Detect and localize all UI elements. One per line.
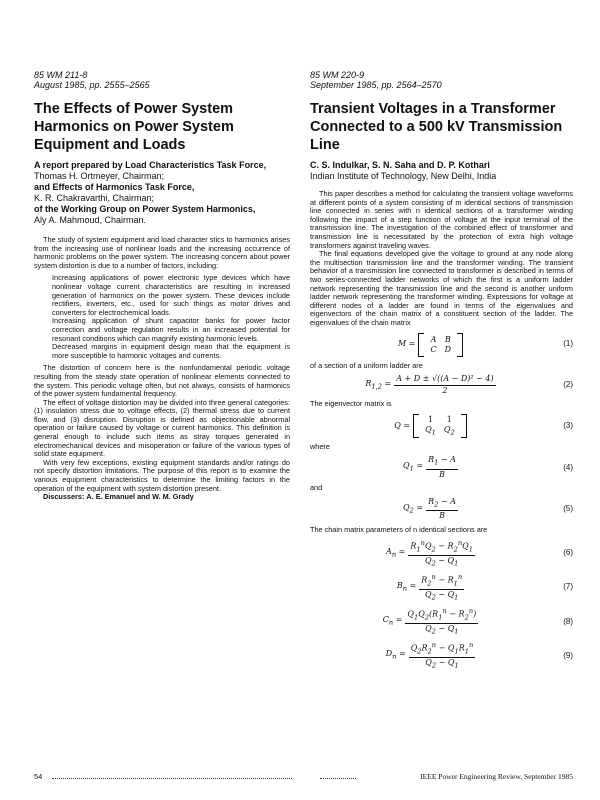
factor-list bbox=[34, 274, 290, 360]
page-number: 54 bbox=[34, 772, 43, 781]
affiliation: Indian Institute of Technology, New Delhi, India bbox=[310, 171, 497, 181]
equation-body: $A_n$ = $\frac{R_1^nQ_2 - R_2^nQ_1}{Q_2 - Q_1}$ bbox=[386, 539, 473, 568]
equation-text: The eigenvector matrix is bbox=[310, 399, 392, 409]
discussers-label: Discussers: bbox=[43, 492, 85, 502]
equation-text: and bbox=[310, 483, 323, 493]
equation-9 bbox=[310, 641, 573, 670]
chair-2: K. R. Chakravarthi, Chairman; bbox=[34, 193, 155, 203]
equation-body: $C_n$ = $\frac{Q_1Q_2(R_1^n - R_2^n)}{Q_2 - Q_1}$ bbox=[382, 607, 477, 636]
list-item: Decreased margins in equipment design mean that the equipment is more susceptible to harmonic voltages and currents. bbox=[52, 342, 290, 360]
equation-body: $R_{1,2}$ = $\frac{\text{A + D ± √((A − D)² − 4)}}{2}$ bbox=[365, 374, 494, 395]
matrix: 1 1 $Q_1$ $Q_2$ bbox=[413, 414, 467, 438]
report-by: A report prepared by Load Characteristics Task Force, bbox=[34, 160, 267, 170]
journal-name: IEEE Power Engineering Review, September 1985 bbox=[420, 772, 573, 781]
paper-id: 85 WM 211-8 bbox=[34, 70, 88, 80]
abstract-body bbox=[34, 236, 290, 502]
paper-id: 85 WM 220-9 bbox=[310, 70, 365, 80]
equation-number: (3) bbox=[563, 420, 573, 430]
authors: C. S. Indulkar, S. N. Saha and D. P. Kothari bbox=[310, 160, 490, 170]
paper-title: The Effects of Power System Harmonics on Power System Equipment and Loads bbox=[34, 101, 234, 153]
list-item: Increasing application of shunt capacitor banks for power factor correction and voltage regulation results in an increased potential for resonant conditions which can magnify existing harmonic levels. bbox=[52, 316, 290, 343]
paragraph: The study of system equipment and load character stics to harmonics arises from the increasing use of nonlinear loads and the increasing occurrence of harmonic problems on the power system. The increasing concern about power system distortion is due to a number of factors, including: bbox=[34, 235, 290, 270]
paragraph: The final equations developed give the voltage to ground at any node along the multisection transmission line and the transformer winding. The transient behavior of a transmission line connected to transformer is described in terms of two series-connected ladder networks of which the first is a uniform ladder network representing the transmission line and the second is another uniform ladder network representing the transformer winding. Expressions for voltage at different nodes of a ladder are found in terms of the eigenvalues and eigenvectors of the chain matrix of a constituent section of the ladder. The eigenvalues of the chain matrix bbox=[310, 249, 573, 327]
equation-body: $Q_2$ = $\frac{R_2 - A}{B}$ bbox=[403, 496, 456, 521]
equation-body: $D_n$ = $\frac{Q_2R_2^n - Q_1R_1^n}{Q_2 - Q_1}$ bbox=[385, 641, 474, 670]
equation-1 bbox=[310, 333, 573, 357]
equation-text: of a section of a uniform ladder are bbox=[310, 360, 423, 370]
equation-3 bbox=[310, 414, 573, 438]
list-item: Increasing applications of power electronic type devices which have nonlinear voltage current characteristics are resulting in increased generation of harmonics on the power system. These devices include rectifiers, inverters, etc., used for such things as motor drives and converters for electrochemical loads. bbox=[52, 273, 290, 317]
equation-number: (5) bbox=[563, 503, 573, 513]
equation-body: $B_n$ = $\frac{R_2^n - R_1^n}{Q_2 - Q_1}$ bbox=[396, 573, 463, 602]
paragraph: This paper describes a method for calculating the transient voltage waveforms at different points of a system consisting of m identical sections of transmission line connected in series with n identical sections of a transformer winding following the impact of a step function of voltage at the input terminal of the transmission line. The investigation of the combined effect of transformer and transmission line is necessitated by the protection of extra high voltage transformers against traveling waves. bbox=[310, 189, 573, 250]
equation-number: (1) bbox=[563, 339, 573, 349]
equation-5 bbox=[310, 498, 573, 521]
equation-text: where bbox=[310, 441, 330, 451]
equation-7 bbox=[310, 573, 573, 602]
group-2: and Effects of Harmonics Task Force, bbox=[34, 182, 195, 192]
equation-body: $Q_1$ = $\frac{R_1 - A}{B}$ bbox=[403, 455, 456, 479]
equation-4 bbox=[310, 456, 573, 479]
equation-8 bbox=[310, 607, 573, 636]
paragraph: The distortion of concern here is the nonfundamental periodic voltage resulting from the steady state operation of nonlinear elements connected to the system. This periodic voltage often, but not always, consists of harmonics of the power system fundamental frequency. bbox=[34, 363, 290, 399]
equation-number: (2) bbox=[563, 379, 573, 389]
equation-number: (6) bbox=[563, 548, 573, 558]
paper-title: Transient Voltages in a Transformer Connected to a 500 kV Transmission Line bbox=[310, 101, 563, 153]
matrix: A B C D bbox=[418, 333, 463, 357]
equation-6 bbox=[310, 539, 573, 568]
equation-number: (7) bbox=[563, 582, 573, 592]
group-3: of the Working Group on Power System Harmonics, bbox=[34, 204, 256, 214]
chair-3: Aly A. Mahmoud, Chairman. bbox=[34, 215, 147, 225]
chair-1: Thomas H. Ortmeyer, Chairman; bbox=[34, 171, 165, 181]
equation-number: (8) bbox=[563, 616, 573, 626]
paper-date-pages: August 1985, pp. 2555–2565 bbox=[34, 80, 150, 90]
right-article bbox=[310, 70, 573, 675]
abstract-body bbox=[310, 190, 573, 670]
discussers-names: A. E. Emanuel and W. M. Grady bbox=[86, 492, 194, 502]
equation-number: (9) bbox=[563, 650, 573, 660]
equation-2 bbox=[310, 375, 573, 395]
paragraph: With very few exceptions, existing equipment standards and/or ratings do not specify distortion limitations. The purpose of this report is to examine the various equipment characteristics to determine the limiting factors in the operation of the equipment with system distortion present. bbox=[34, 457, 290, 493]
equation-body: M = A B C D bbox=[310, 333, 551, 357]
footer-rule bbox=[52, 778, 292, 779]
footer-rule bbox=[320, 778, 356, 779]
left-article bbox=[34, 70, 290, 502]
equation-number: (4) bbox=[563, 462, 573, 472]
equation-text: The chain matrix parameters of n identical sections are bbox=[310, 524, 488, 534]
discussers-line bbox=[34, 493, 290, 502]
page-footer bbox=[34, 772, 573, 784]
paragraph: The effect of voltage distortion may be divided into three general categories: (1) insulation stress due to voltage effects, (2) thermal stress due to current flow, and (3) disruption. Disruption is defined as objectionable abnormal operation or failure caused by voltage or current harmonics. This definition is general enough to include such items as stray torques generated in electromechanical devices and misoperation or failure of the various types of solid state equipment. bbox=[34, 397, 290, 459]
equation-body: Q = 1 1 $Q_1$ $Q_2$ bbox=[310, 414, 551, 438]
paper-date-pages: September 1985, pp. 2564–2570 bbox=[310, 80, 442, 90]
